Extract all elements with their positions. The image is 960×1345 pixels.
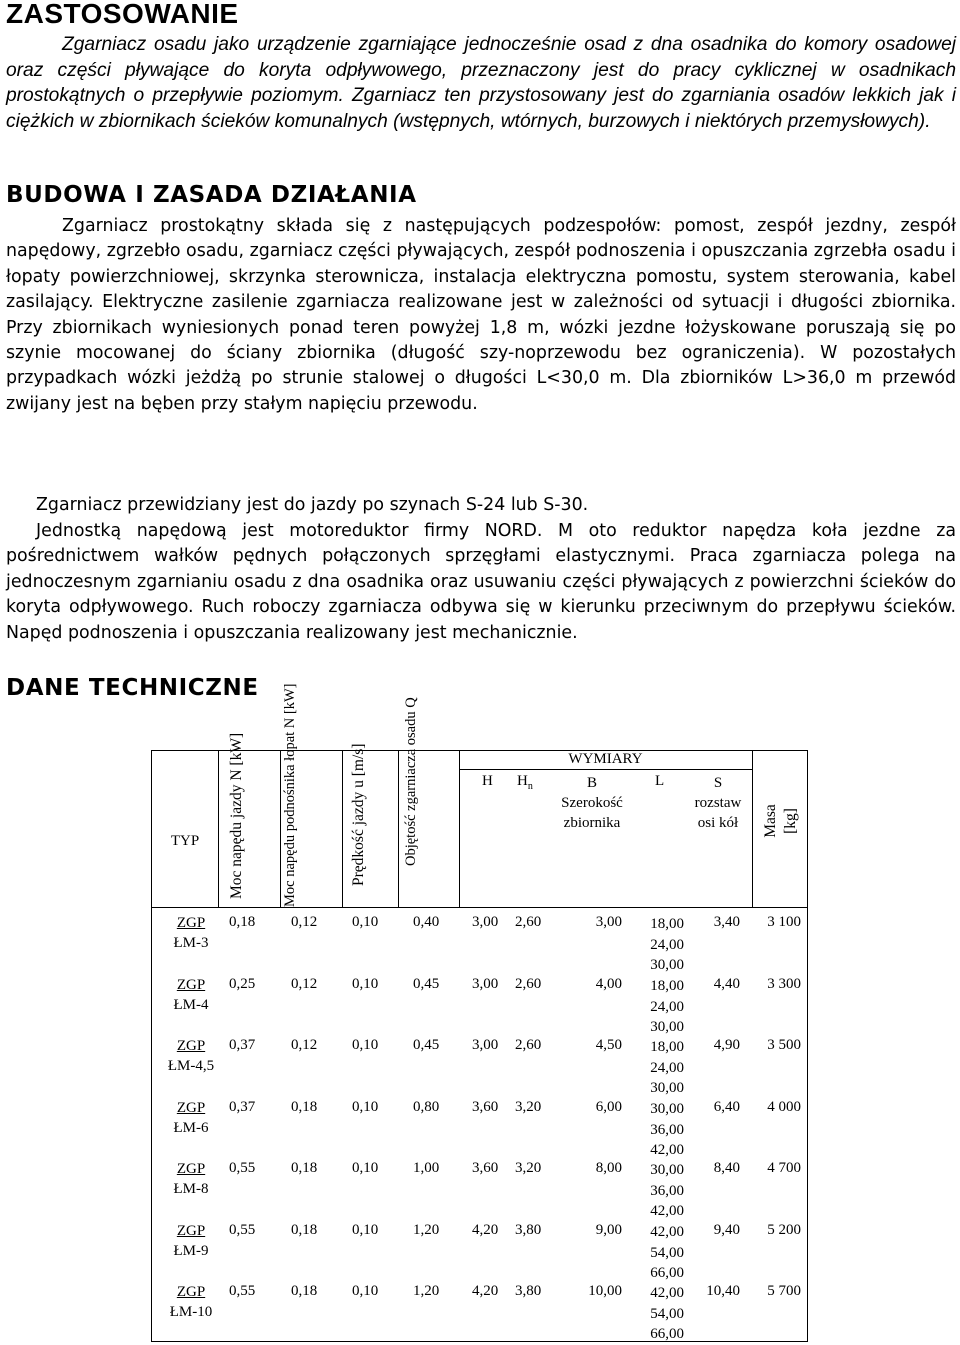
table-row-typ: ZGP ŁM-8 [173,1161,209,1197]
table-cell-q: 0,80 [413,1099,440,1115]
table-cell-u: 0,10 [352,1037,379,1053]
heading-budowa: BUDOWA I ZASADA DZIAŁANIA [6,182,417,208]
table-cell-masa: 3 300 [767,976,801,992]
table-cell-nl: 0,18 [291,1283,318,1299]
table-cell-s: 8,40 [713,1160,740,1176]
table-row-typ: ZGP ŁM-4,5 [167,1038,215,1074]
table-cell-s: 4,40 [713,976,740,992]
table-cell-u: 0,10 [352,1099,379,1115]
table-cell-n: 0,55 [229,1222,256,1238]
table-cell-hn: 2,60 [515,1037,542,1053]
table-row-typ: ZGP ŁM-9 [173,1223,209,1259]
table-cell-b: 10,00 [588,1283,622,1299]
header-u: Prędkość jazdy u [m/s] [350,743,367,886]
paragraph-budowa-3: Jednostką napędową jest motoreduktor firmy NORD. M oto reduktor napędza koła jezdne za pośrednictwem wałków pędnych połączonych sprzęgłami elastycznymi. Praca zgarniacza polega na jednoczesnym zgarnianiu osadu z dna osadnika oraz usuwaniu części pływających z powierzchni ścieków do koryta odpływowego. Ruch roboczy zgarniacza odbywa się w kierunku przeciwnym do przepływu ścieków. Napęd podnoszenia i opuszczania realizowany jest mechanicznie. [6,521,956,643]
table-cell-s: 4,90 [713,1037,740,1053]
paragraph-budowa-2: Zgarniacz przewidziany jest do jazdy po szynach S-24 lub S-30. [36,495,589,515]
table-cell-u: 0,10 [352,976,379,992]
table-cell-nl: 0,18 [291,1099,318,1115]
header-typ: TYP [170,833,200,849]
table-cell-h: 3,60 [472,1099,499,1115]
table-cell-hn: 2,60 [515,914,542,930]
table-cell-nl: 0,18 [291,1222,318,1238]
table-row-typ: ZGP ŁM-10 [169,1284,213,1320]
table-cell-q: 1,20 [413,1222,440,1238]
table-cell-b: 4,00 [595,976,622,992]
table-cell-masa: 5 200 [767,1222,801,1238]
table-row-typ: ZGP ŁM-6 [173,1100,209,1136]
table-cell-q: 1,20 [413,1283,440,1299]
table-cell-h: 3,00 [472,1037,499,1053]
header-n-jazdy: Moc napędu jazdy N [kW] [228,732,245,899]
table-cell-q: 1,00 [413,1160,440,1176]
table-cell-l: 30,00 36,00 42,00 [650,1101,684,1158]
heading-dane-techniczne: DANE TECHNICZNE [6,675,259,701]
heading-zastosowanie: ZASTOSOWANIE [6,0,239,29]
table-cell-n: 0,25 [229,976,256,992]
table-cell-masa: 4 000 [767,1099,801,1115]
table-cell-masa: 3 100 [767,914,801,930]
table-cell-nl: 0,12 [291,976,318,992]
table-row-typ: ZGP ŁM-3 [173,915,209,951]
table-cell-nl: 0,12 [291,1037,318,1053]
header-n-lopat: Moc napędu podnośnika łopat N [kW] [282,683,298,907]
table-cell-s: 9,40 [713,1222,740,1238]
table-cell-s: 10,40 [706,1283,740,1299]
table-cell-h: 4,20 [472,1222,499,1238]
table-cell-l: 30,00 36,00 42,00 [650,1162,684,1219]
table-cell-l: 18,00 24,00 30,00 [650,916,684,973]
table-cell-u: 0,10 [352,1160,379,1176]
header-wymiary: WYMIARY [568,751,643,767]
table-cell-nl: 0,18 [291,1160,318,1176]
table-cell-n: 0,18 [229,914,256,930]
table-cell-l: 42,00 54,00 66,00 [650,1224,684,1281]
table-cell-q: 0,45 [413,1037,440,1053]
table-row-typ: ZGP ŁM-4 [173,977,209,1013]
table-cell-n: 0,37 [229,1037,256,1053]
table-cell-u: 0,10 [352,914,379,930]
table-cell-masa: 4 700 [767,1160,801,1176]
table-cell-l: 18,00 24,00 30,00 [650,1039,684,1096]
table-cell-h: 3,00 [472,914,499,930]
header-masa: Masa [kg] [762,804,799,838]
table-cell-b: 8,00 [595,1160,622,1176]
table-cell-q: 0,40 [413,914,440,930]
header-b-desc: Szerokość zbiornika [561,795,623,831]
table-cell-nl: 0,12 [291,914,318,930]
header-q: Objętość zgarniacza osadu Q [403,697,419,866]
header-h: H [482,773,493,789]
table-cell-n: 0,55 [229,1283,256,1299]
table-cell-l: 18,00 24,00 30,00 [650,978,684,1035]
header-s: S rozstaw osi kół [694,775,742,831]
table-cell-h: 4,20 [472,1283,499,1299]
header-b: B Szerokość zbiornika [561,775,623,831]
table-cell-l: 42,00 54,00 66,00 [650,1285,684,1342]
table-cell-hn: 3,80 [515,1222,542,1238]
paragraph-zastosowanie: Zgarniacz osadu jako urządzenie zgarniające jednocześnie osad z dna osadnika do komory osadowej oraz części pływające do koryta odpływowego, przeznaczony jest do pracy cyklicznej w osadnikach prostokątnych o przepływie poziomym. Zgarniacz ten przystosowany jest do zgarniania osadów lekkich jak i ciężkich w zbiornikach ścieków komunalnych (wstępnych, wtórnych, burzowych i niektórych przemysłowych). [6,34,956,132]
table-cell-b: 9,00 [595,1222,622,1238]
table-cell-hn: 3,20 [515,1099,542,1115]
table-cell-n: 0,55 [229,1160,256,1176]
table-cell-hn: 2,60 [515,976,542,992]
table-cell-s: 6,40 [713,1099,740,1115]
header-s-desc: rozstaw osi kół [694,795,742,831]
table-cell-u: 0,10 [352,1222,379,1238]
paragraph-budowa-1: Zgarniacz prostokątny składa się z następujących podzespołów: pomost, zespół jezdny, zespół napędowy, zgrzebło osadu, zgarniacz części pływających, zespół podnoszenia i opuszczania zgrzebła osadu i łopaty powierzchniowej, skrzynka sterownicza, instalacja elektryczna pomostu, system sterowania, kabel zasilający. Elektryczne zasilenie zgarniacza realizowane jest w zależności od sytuacji i długości zbiornika. Przy zbiornikach wyniesionych ponad teren powyżej 1,8 m, wózki jezdne łożyskowane poruszają się po szynie mocowanej do ściany zbiornika (długość szy-noprzewodu bez ograniczenia). W pozostałych przypadkach wózki jeżdżą po strunie stalowej o długości L<30,0 m. Dla zbiorników L>36,0 m przewód zwijany jest na bęben przy stałym napięciu przewodu. [6,216,956,414]
table-cell-masa: 3 500 [767,1037,801,1053]
table-cell-n: 0,37 [229,1099,256,1115]
technical-data-table [151,683,808,1342]
header-hn: $H_n$ [517,773,533,792]
table-cell-hn: 3,20 [515,1160,542,1176]
table-cell-q: 0,45 [413,976,440,992]
table-cell-u: 0,10 [352,1283,379,1299]
table-cell-s: 3,40 [713,914,740,930]
table-cell-b: 3,00 [595,914,622,930]
table-cell-masa: 5 700 [767,1283,801,1299]
table-cell-b: 6,00 [595,1099,622,1115]
table-cell-h: 3,00 [472,976,499,992]
table-cell-hn: 3,80 [515,1283,542,1299]
header-l: L [655,773,665,789]
table-cell-b: 4,50 [595,1037,622,1053]
table-cell-h: 3,60 [472,1160,499,1176]
